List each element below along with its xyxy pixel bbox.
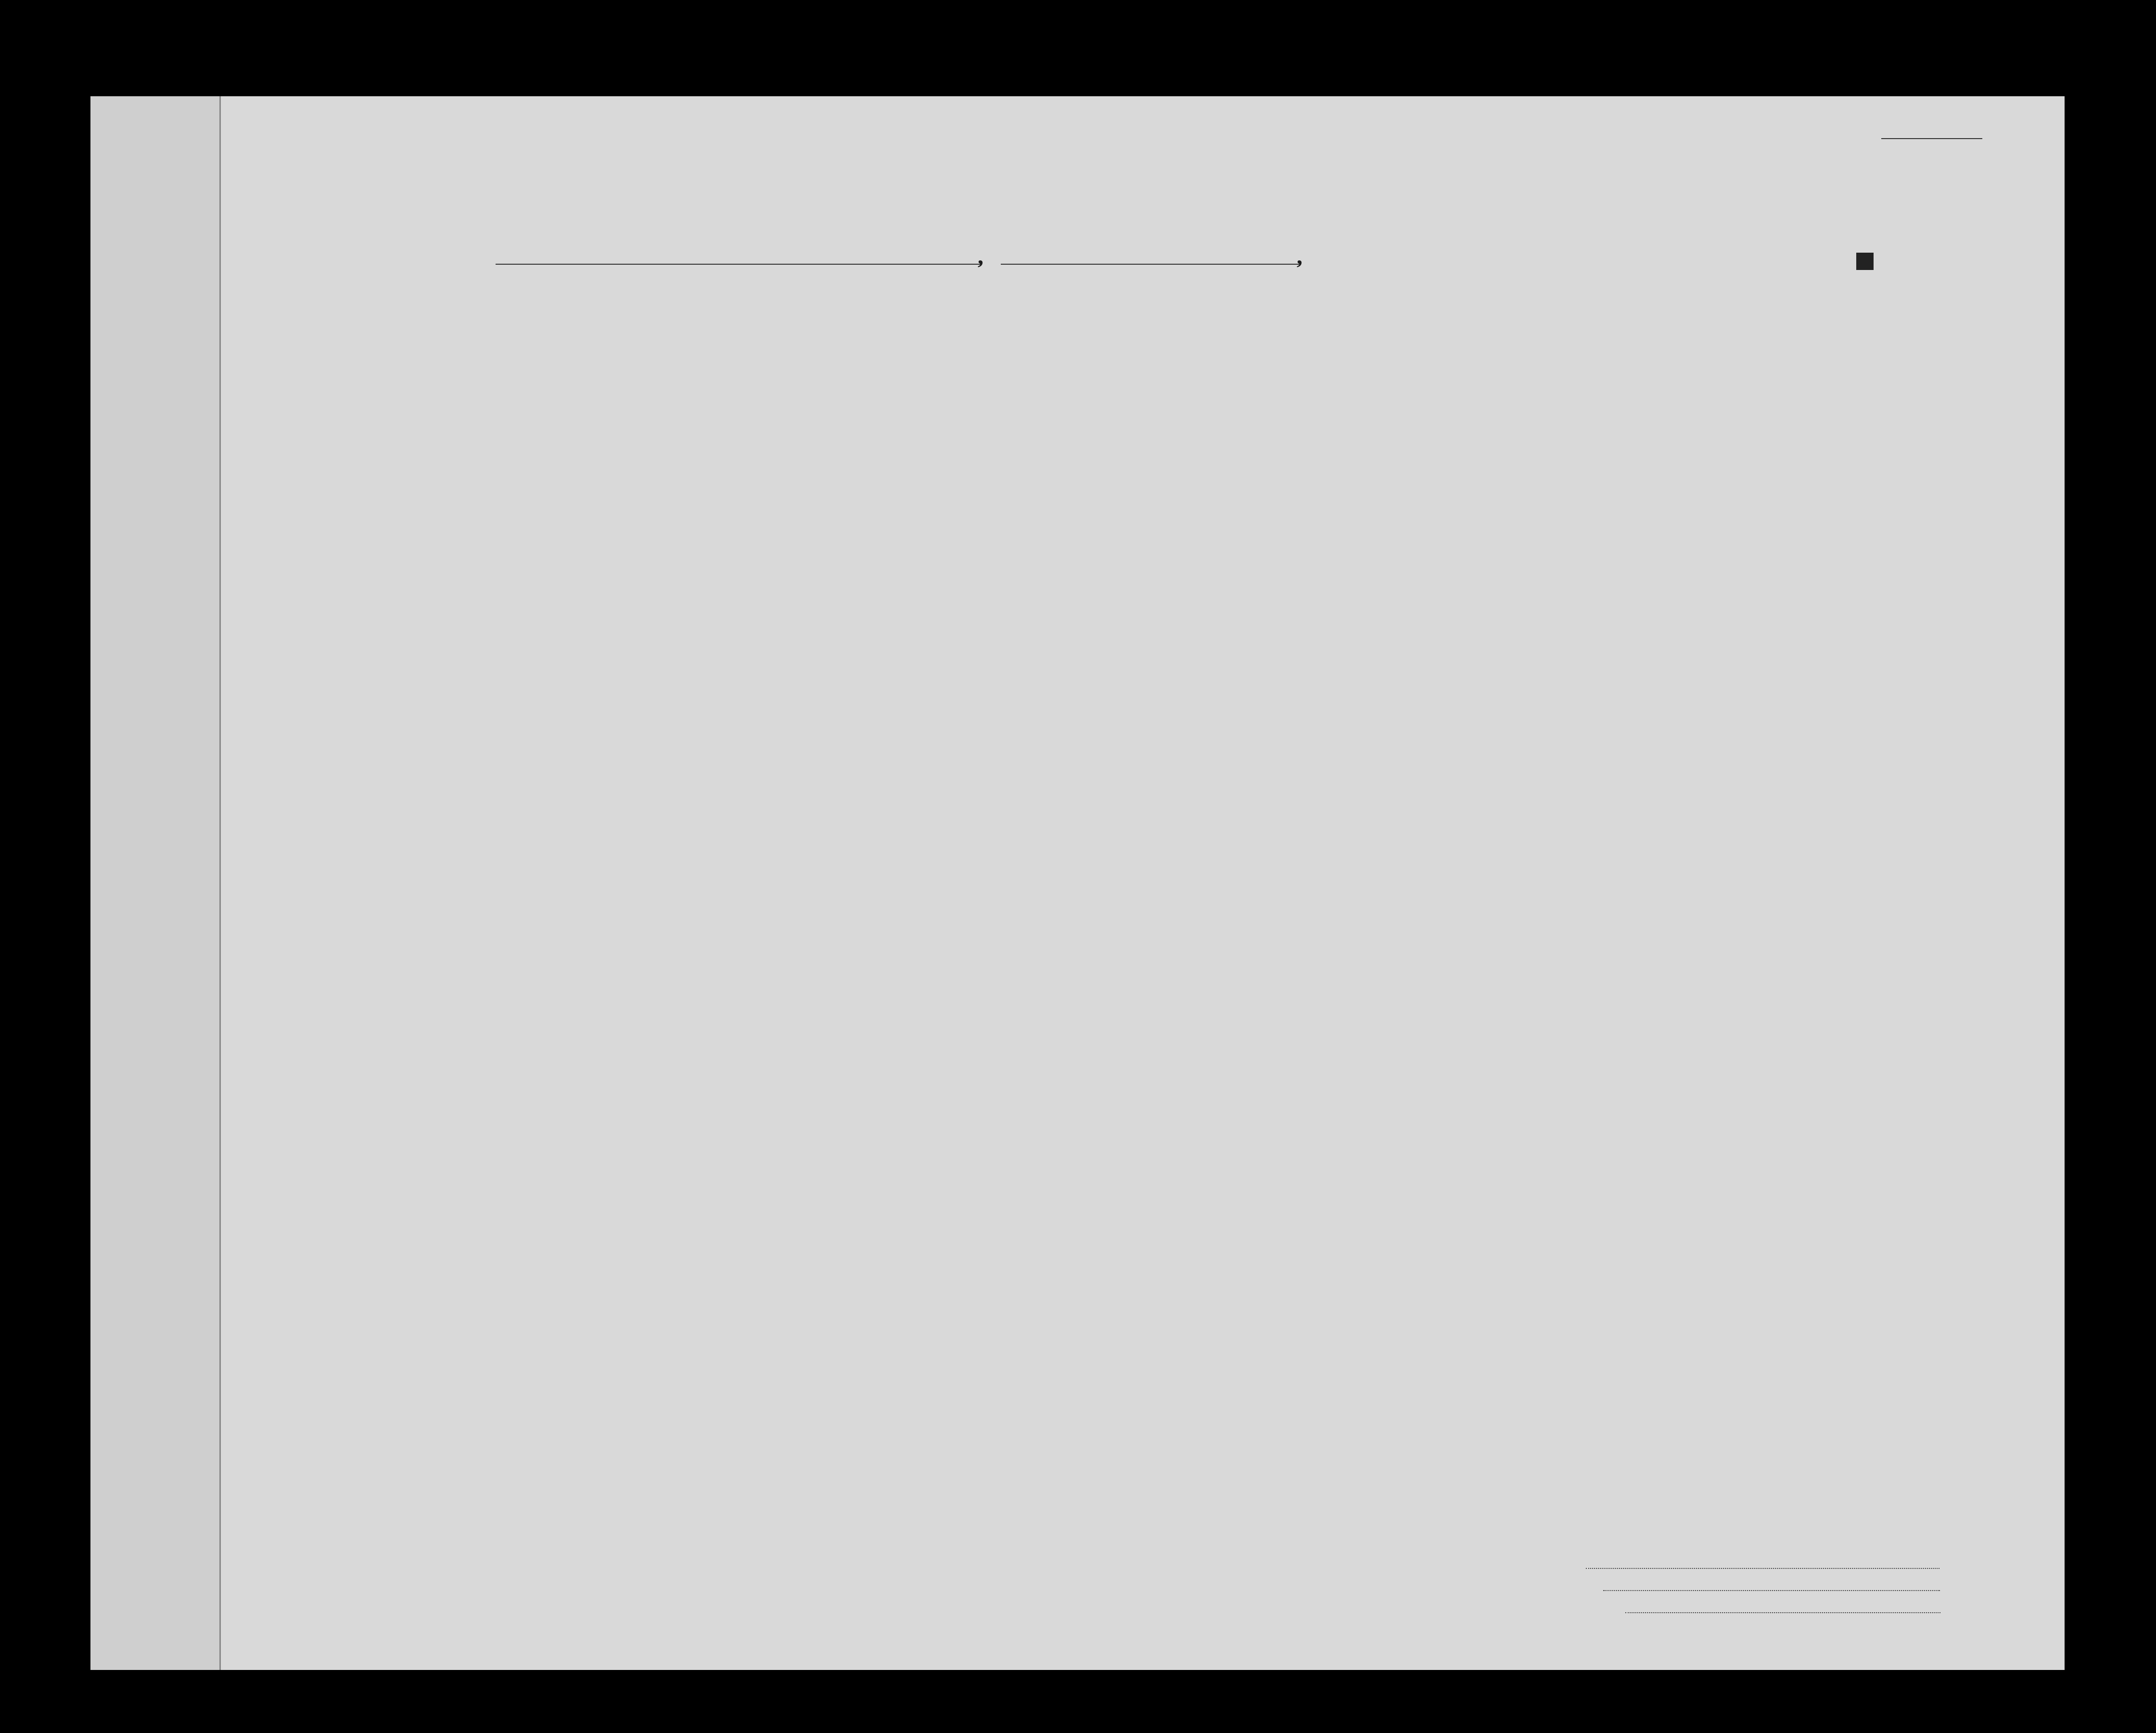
port-underline bbox=[496, 264, 982, 265]
footer-line-rule bbox=[1586, 1568, 1939, 1569]
date-underline bbox=[1001, 264, 1299, 265]
stamp-mark bbox=[1856, 253, 1874, 270]
list-underline bbox=[1881, 138, 1982, 139]
comma-sep: , bbox=[978, 244, 983, 269]
footer-agents-rule bbox=[1625, 1612, 1940, 1613]
footer-owners-rule bbox=[1603, 1590, 1940, 1591]
comma-sep-2: , bbox=[1297, 244, 1302, 269]
